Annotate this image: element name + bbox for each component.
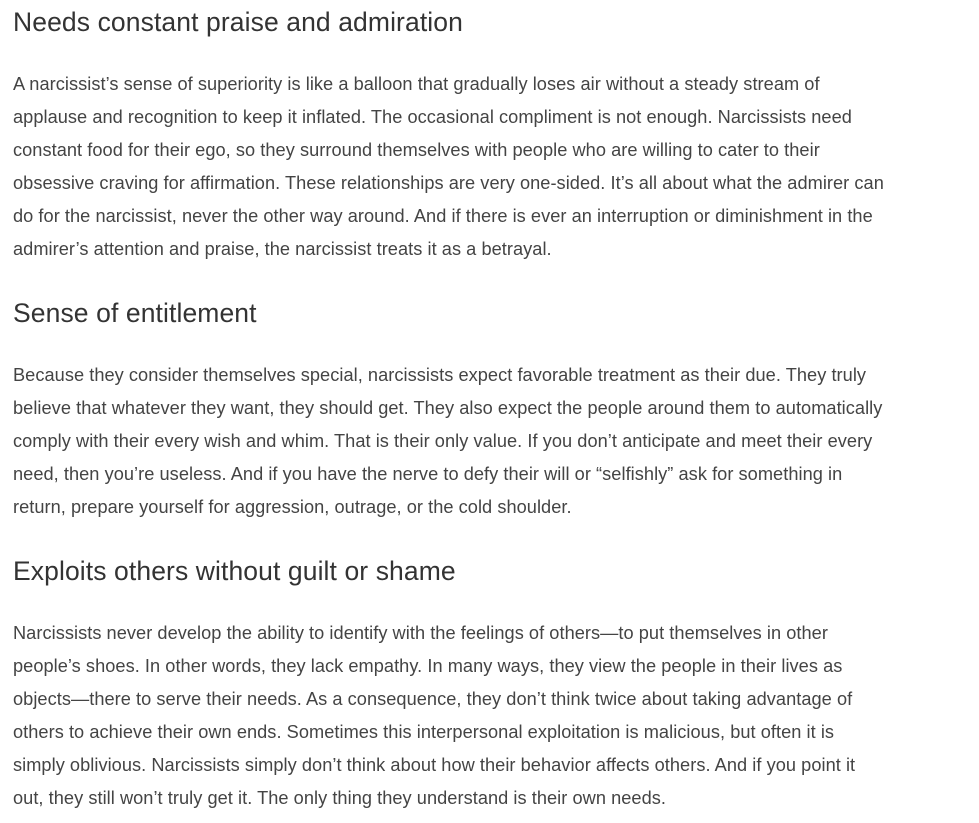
- paragraph-line: people’s shoes. In other words, they lack empathy. In many ways, they view the people in their lives as: [13, 656, 843, 676]
- paragraph-line: return, prepare yourself for aggression, outrage, or the cold shoulder.: [13, 497, 572, 517]
- section-heading: Sense of entitlement: [13, 298, 257, 328]
- paragraph-line: admirer’s attention and praise, the narcissist treats it as a betrayal.: [13, 239, 552, 259]
- paragraph-line: applause and recognition to keep it inflated. The occasional compliment is not enough. Narcissists need: [13, 107, 852, 127]
- section-heading: Exploits others without guilt or shame: [13, 556, 456, 586]
- section-paragraph: [13, 359, 971, 524]
- paragraph-line: need, then you’re useless. And if you have the nerve to defy their will or “selfishly” ask for something in: [13, 464, 843, 484]
- paragraph-line: believe that whatever they want, they should get. They also expect the people around them to automatically: [13, 398, 883, 418]
- paragraph-line: others to achieve their own ends. Sometimes this interpersonal exploitation is malicious, but often it is: [13, 722, 835, 742]
- paragraph-line: constant food for their ego, so they surround themselves with people who are willing to cater to their: [13, 140, 820, 160]
- paragraph-line: do for the narcissist, never the other way around. And if there is ever an interruption or diminishment in the: [13, 206, 873, 226]
- paragraph-line: Because they consider themselves special, narcissists expect favorable treatment as their due. They truly: [13, 365, 867, 385]
- section-paragraph: [13, 617, 971, 815]
- section-paragraph: [13, 68, 971, 266]
- paragraph-line: simply oblivious. Narcissists simply don’t think about how their behavior affects others. And if you point it: [13, 755, 856, 775]
- paragraph-line: A narcissist’s sense of superiority is like a balloon that gradually loses air without a steady stream of: [13, 74, 820, 94]
- paragraph-line: obsessive craving for affirmation. These relationships are very one-sided. It’s all about what the admirer can: [13, 173, 884, 193]
- paragraph-line: comply with their every wish and whim. That is their only value. If you don’t anticipate and meet their every: [13, 431, 873, 451]
- section-heading: Needs constant praise and admiration: [13, 7, 463, 37]
- paragraph-line: Narcissists never develop the ability to identify with the feelings of others—to put themselves in other: [13, 623, 828, 643]
- paragraph-line: objects—there to serve their needs. As a consequence, they don’t think twice about taking advantage of: [13, 689, 853, 709]
- paragraph-line: out, they still won’t truly get it. The only thing they understand is their own needs.: [13, 788, 667, 808]
